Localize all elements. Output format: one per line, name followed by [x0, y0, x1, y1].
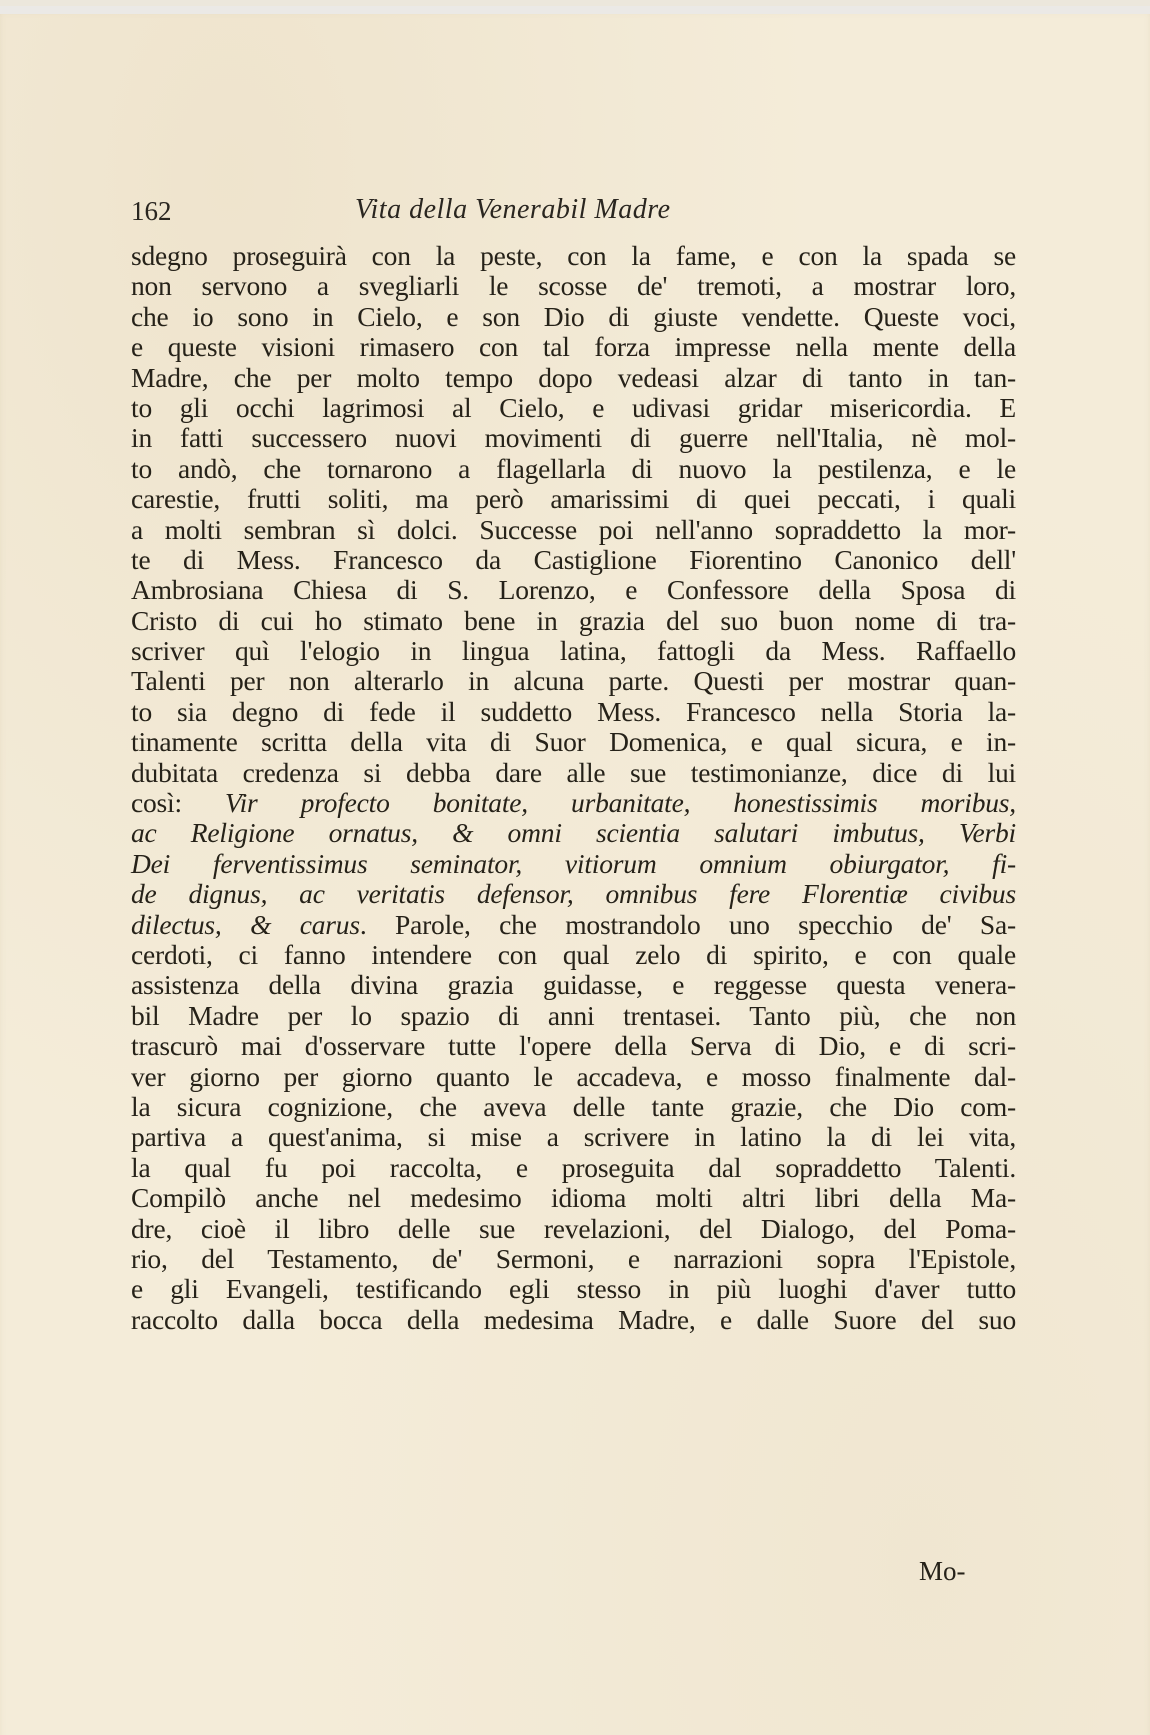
line-text: non servono a svegliarli le scosse de' tremoti, a mostrar loro,: [131, 270, 1016, 302]
text-line: [131, 241, 1016, 271]
line-text: Cristo di cui ho stimato bene in grazia del suo buon nome di tra-: [131, 604, 1016, 636]
line-text: dubitata credenza si debba dare alle sue testimonianze, dice di lui: [131, 756, 1016, 788]
book-page: [0, 6, 1150, 1735]
text-line: [131, 1122, 1016, 1152]
text-line: [131, 423, 1016, 453]
text-line: [131, 697, 1016, 727]
text-line: [131, 1305, 1016, 1335]
line-text: tinamente scritta della vita di Suor Domenica, e qual sicura, e in-: [131, 726, 1016, 758]
text-line: [131, 1062, 1016, 1092]
text-line: [131, 1274, 1016, 1304]
line-text: carestie, frutti soliti, ma però amarissimi di quei peccati, i quali: [131, 483, 1016, 515]
line-text: Madre, che per molto tempo dopo vedeasi alzar di tanto in tan-: [131, 361, 1016, 393]
text-line: [131, 1214, 1016, 1244]
line-text: che io sono in Cielo, e son Dio di giuste vendette. Queste voci,: [131, 300, 1016, 332]
line-text: la qual fu poi raccolta, e proseguita dal sopraddetto Talenti.: [131, 1151, 1016, 1183]
line-text: e queste visioni rimasero con tal forza impresse nella mente della: [131, 331, 1016, 363]
line-text: Talenti per non alterarlo in alcuna parte. Questi per mostrar quan-: [131, 665, 1016, 697]
text-line: [131, 1092, 1016, 1122]
latin-quote-text: ac Religione ornatus, & omni scientia salutari imbutus, Verbi: [131, 817, 1016, 849]
line-text: dre, cioè il libro delle sue revelazioni, del Dialogo, del Poma-: [131, 1212, 1016, 1244]
text-line: [131, 666, 1016, 696]
text-line: [131, 393, 1016, 423]
latin-quote-text: Dei ferventissimus seminator, vitiorum omnium obiurgator, fi-: [131, 847, 1016, 879]
text-line: [131, 302, 1016, 332]
line-text: così:: [131, 787, 226, 819]
line-text: to andò, che tornarono a flagellarla di nuovo la pestilenza, e le: [131, 452, 1016, 484]
line-text: la sicura cognizione, che aveva delle tante grazie, che Dio com-: [131, 1090, 1016, 1122]
text-line: [131, 758, 1016, 788]
line-text: in fatti successero nuovi movimenti di guerre nell'Italia, nè mol-: [131, 422, 1016, 454]
text-line: [131, 1183, 1016, 1213]
running-title: Vita della Venerabil Madre: [355, 194, 671, 225]
text-line: [131, 879, 1016, 909]
line-text: sdegno proseguirà con la peste, con la fame, e con la spada se: [131, 240, 1016, 271]
line-text: bil Madre per lo spazio di anni trentasei. Tanto più, che non: [131, 999, 1016, 1031]
line-text: trascurò mai d'osservare tutte l'opere della Serva di Dio, e di scri-: [131, 1030, 1016, 1062]
text-line: [131, 363, 1016, 393]
text-line: [131, 332, 1016, 362]
line-text: a molti sembran sì dolci. Successe poi nell'anno sopraddetto la mor-: [131, 513, 1016, 545]
page-number: 162: [131, 196, 172, 226]
text-line: [131, 545, 1016, 575]
line-text: to gli occhi lagrimosi al Cielo, e udivasi gridar misericordia. E: [131, 391, 1016, 423]
page-top-edge: [0, 6, 1150, 14]
line-text: Ambrosiana Chiesa di S. Lorenzo, e Confessore della Sposa di: [131, 574, 1016, 606]
line-text: partiva a quest'anima, si mise a scrivere in latino la di lei vita,: [131, 1121, 1016, 1153]
line-text: scriver quì l'elogio in lingua latina, fattogli da Mess. Raffaello: [131, 635, 1016, 667]
text-line: [131, 271, 1016, 301]
line-text: . Parole, che mostrandolo uno specchio de' Sa-: [359, 908, 1016, 940]
page-header: [131, 194, 1031, 230]
text-line: [131, 1244, 1016, 1274]
text-line: [131, 484, 1016, 514]
text-line: [131, 1153, 1016, 1183]
line-text: rio, del Testamento, de' Sermoni, e narrazioni sopra l'Epistole,: [131, 1242, 1016, 1274]
text-line: [131, 727, 1016, 757]
text-line: [131, 910, 1016, 940]
text-line: [131, 849, 1016, 879]
line-text: e gli Evangeli, testificando egli stesso in più luoghi d'aver tutto: [131, 1273, 1016, 1305]
text-line: [131, 818, 1016, 848]
latin-quote-text: de dignus, ac veritatis defensor, omnibus fere Florentiæ civibus: [131, 878, 1016, 910]
text-line: [131, 788, 1016, 818]
body-text: [131, 241, 1016, 1335]
text-line: [131, 970, 1016, 1000]
text-line: [131, 1001, 1016, 1031]
text-line: [131, 1031, 1016, 1061]
text-line: [131, 454, 1016, 484]
line-text: te di Mess. Francesco da Castiglione Fiorentino Canonico dell': [131, 543, 1016, 575]
catchword: Mo-: [919, 1556, 966, 1586]
line-text: cerdoti, ci fanno intendere con qual zelo di spirito, e con quale: [131, 938, 1016, 970]
text-line: [131, 940, 1016, 970]
latin-quote-text: dilectus, & carus: [131, 908, 360, 940]
line-text: to sia degno di fede il suddetto Mess. Francesco nella Storia la-: [131, 695, 1016, 727]
text-line: [131, 636, 1016, 666]
line-text: raccolto dalla bocca della medesima Madre, e dalle Suore del suo: [131, 1303, 1016, 1335]
line-text: assistenza della divina grazia guidasse, e reggesse questa venera-: [131, 969, 1016, 1001]
text-line: [131, 515, 1016, 545]
latin-quote-text: Vir profecto bonitate, urbanitate, honestissimis moribus,: [225, 787, 1016, 819]
text-line: [131, 606, 1016, 636]
line-text: Compilò anche nel medesimo idioma molti altri libri della Ma-: [131, 1182, 1016, 1214]
text-line: [131, 575, 1016, 605]
line-text: ver giorno per giorno quanto le accadeva, e mosso finalmente dal-: [131, 1060, 1016, 1092]
